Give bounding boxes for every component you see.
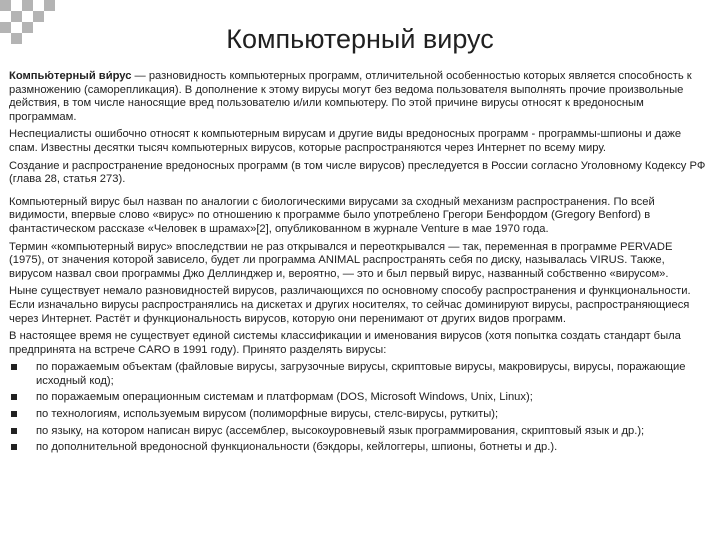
paragraph: Ныне существует немало разновидностей вирусов, различающихся по основному способу распространения и функциональности. Если изначально вирусы распространялись на дискетах и других носителях, то сейчас доминируют вирусы, распространяющиеся через Интернет. Растёт и функциональность вирусов, которую они перенимают от других видов программ. <box>9 285 691 325</box>
list-item-text: по поражаемым объектам (файловые вирусы, загрузочные вирусы, скриптовые вирусы, макровирусы, вирусы, поражающие исходный код); <box>36 361 686 387</box>
list-item <box>9 408 707 422</box>
definition-term: Компью́терный ви́рус <box>9 70 132 82</box>
slide-body <box>9 70 707 458</box>
paragraph: Неспециалисты ошибочно относят к компьютерным вирусам и другие виды вредоносных программ - программы-шпионы и даже спам. Известны десятки тысяч компьютерных вирусов, которые распространяются через Интернет по всему миру. <box>9 128 682 154</box>
list-item-text: по дополнительной вредоносной функциональности (бэкдоры, кейлоггеры, шпионы, ботнеты и др.). <box>36 441 558 454</box>
deco-square <box>0 0 11 11</box>
paragraph: Создание и распространение вредоносных программ (в том числе вирусов) преследуется в России согласно Уголовному Кодексу РФ (глава 28, статья 273). <box>9 159 706 186</box>
definition-text: — разновидность компьютерных программ, отличительной особенностью которых является способность к размножению (саморепликация). В дополнение к этому вирусы могут без ведома пользователя выполнять прочие произвольные действия, в том числе наносящие вред пользователю и/или компьютеру. По этой причине вирусы относят к вредоносным программам. <box>9 70 692 123</box>
list-item <box>9 425 707 439</box>
paragraph: Термин «компьютерный вирус» впоследствии не раз открывался и переоткрывался — так, переменная в программе PERVADE (1975), от значения которой зависело, будет ли программа ANIMAL распространять себя по диску, называлась VIRUS. Также, вирусом назвал свои программы Джо Деллинджер и, вероятно, — это и был первый вирус, названный собственно «вирусом». <box>9 240 673 280</box>
square-bullet-icon <box>11 364 17 370</box>
deco-square <box>22 22 33 33</box>
list-item <box>9 361 707 388</box>
list-item-text: по поражаемым операционным системам и платформам (DOS, Microsoft Windows, Unix, Linux); <box>36 391 533 404</box>
classification-list <box>9 361 707 455</box>
deco-square <box>0 22 11 33</box>
paragraph: Компьютерный вирус был назван по аналогии с биологическими вирусами за сходный механизм распространения. По всей видимости, впервые слово «вирус» по отношению к программе было употреблено Грегори Бенфордом (Gregory Benford) в фантастическом рассказе «Человек в шрамах»[2], опубликованном в журнале Venture в мае 1970 года. <box>9 195 655 235</box>
list-item-text: по языку, на котором написан вирус (ассемблер, высокоуровневый язык программирования, скриптовый язык и др.); <box>36 424 645 437</box>
deco-square <box>44 0 55 11</box>
deco-square <box>22 0 33 11</box>
square-bullet-icon <box>11 444 17 450</box>
slide-title: Компьютерный вирус <box>226 24 494 54</box>
square-bullet-icon <box>11 394 17 400</box>
deco-square <box>11 33 22 44</box>
square-bullet-icon <box>11 411 17 417</box>
list-item <box>9 391 707 405</box>
deco-square <box>11 11 22 22</box>
square-bullet-icon <box>11 428 17 434</box>
definition-paragraph <box>9 70 707 124</box>
list-item <box>9 441 707 455</box>
checkered-corner-decoration <box>0 0 72 48</box>
paragraph: В настоящее время не существует единой системы классификации и именования вирусов (хотя попытка создать стандарт была предпринята на встрече CARO в 1991 году). Принято разделять вирусы: <box>9 330 681 356</box>
list-item-text: по технологиям, используемым вирусом (полиморфные вирусы, стелс-вирусы, руткиты); <box>36 408 499 421</box>
deco-square <box>33 11 44 22</box>
